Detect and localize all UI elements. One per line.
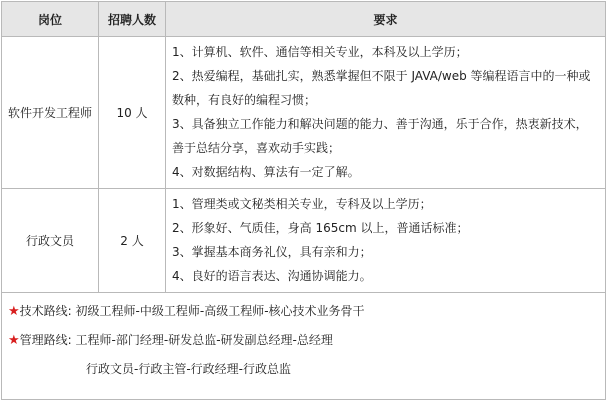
admin-route: [8, 355, 599, 383]
requirement-item: 4、对数据结构、算法有一定了解。: [172, 165, 360, 179]
mgmt-route-path: 工程师-部门经理-研发总监-研发副总经理-总经理: [75, 333, 333, 347]
career-routes-row: [2, 293, 606, 400]
job-requirements: [166, 37, 606, 189]
tech-route-label: 技术路线:: [19, 304, 72, 318]
header-count: 招聘人数: [99, 2, 166, 37]
requirement-item: 2、热爱编程，基础扎实，熟悉掌握但不限于 JAVA/web 等编程语言中的一种或数种，有良好的编程习惯；: [172, 69, 591, 107]
admin-route-path: 行政文员-行政主管-行政经理-行政总监: [86, 362, 291, 376]
job-position: 行政文员: [2, 189, 99, 293]
requirement-item: 2、形象好、气质佳，身高 165cm 以上，普通话标准；: [172, 221, 469, 235]
job-count: 10 人: [99, 37, 166, 189]
star-icon: ★: [8, 333, 20, 348]
job-row-software-engineer: [2, 37, 606, 189]
requirement-item: 3、掌握基本商务礼仪，具有亲和力；: [172, 245, 372, 259]
recruitment-table: [1, 1, 606, 400]
career-routes: [2, 293, 606, 400]
mgmt-route-label: 管理路线:: [19, 333, 72, 347]
recruitment-table-document: [1, 1, 605, 406]
job-position: 软件开发工程师: [2, 37, 99, 189]
requirement-item: 1、管理类或文秘类相关专业，专科及以上学历；: [172, 197, 432, 211]
mgmt-route: [8, 326, 599, 355]
tech-route: [8, 297, 599, 326]
requirement-item: 3、具备独立工作能力和解决问题的能力、善于沟通，乐于合作，热衷新技术，善于总结分享，喜欢动手实践；: [172, 117, 588, 155]
tech-route-path: 初级工程师-中级工程师-高级工程师-核心技术业务骨干: [75, 304, 365, 318]
job-count: 2 人: [99, 189, 166, 293]
header-row: [2, 2, 606, 37]
job-requirements: [166, 189, 606, 293]
header-requirements: 要求: [166, 2, 606, 37]
job-row-admin-clerk: [2, 189, 606, 293]
requirement-item: 1、计算机、软件、通信等相关专业，本科及以上学历；: [172, 45, 468, 59]
star-icon: ★: [8, 304, 20, 319]
requirement-item: 4、良好的语言表达、沟通协调能力。: [172, 269, 372, 283]
header-position: 岗位: [2, 2, 99, 37]
